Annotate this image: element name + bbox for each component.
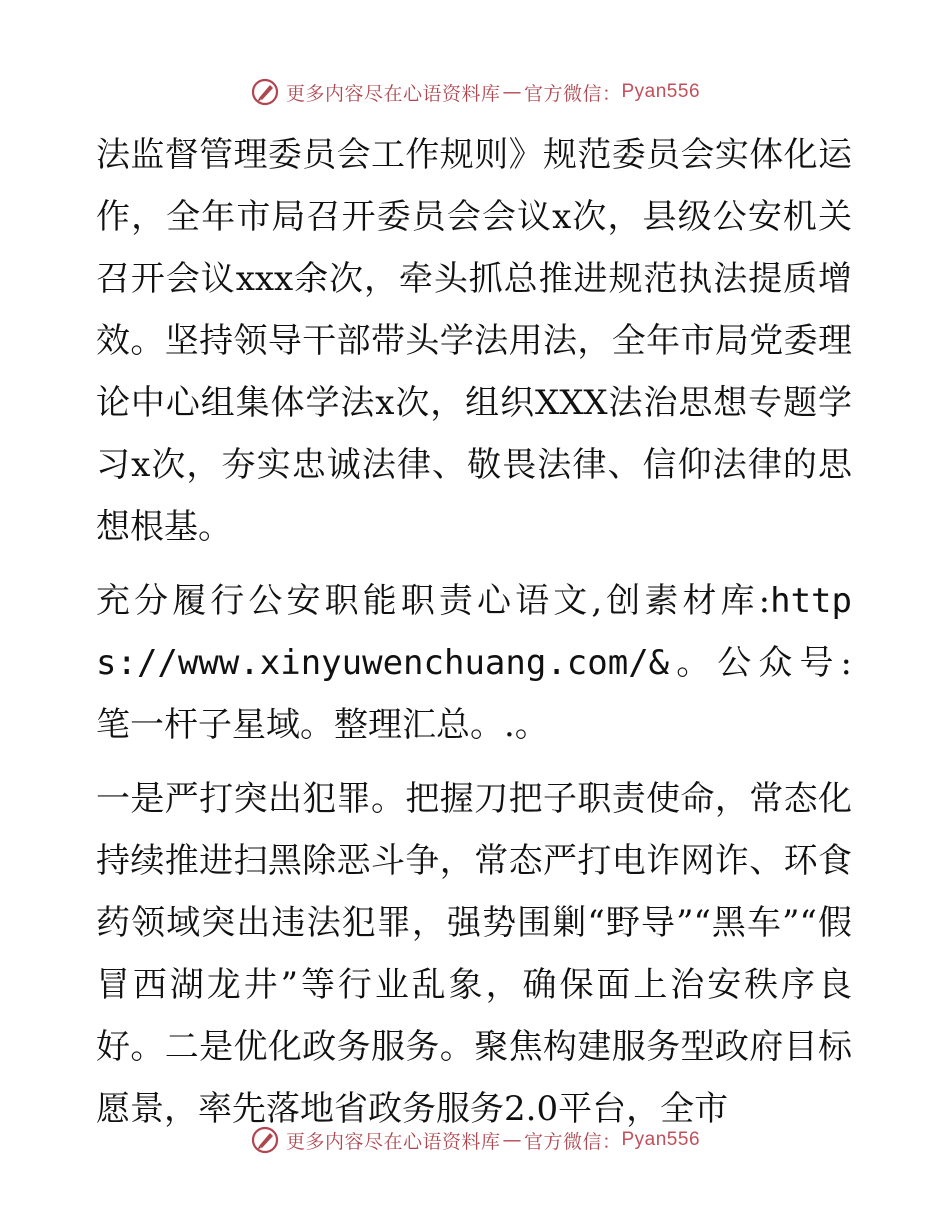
paragraph-2-prefix: 充分履行公安职能职责心语文,创素材库: — [96, 581, 771, 621]
footer-watermark — [0, 1120, 950, 1160]
header-watermark — [0, 72, 950, 112]
document-body — [96, 124, 852, 1140]
watermark-contact-id: Pyan556 — [621, 81, 701, 102]
paragraph-2-suffix: 。公众号: 笔一杆子星域。整理汇总。.。 — [96, 643, 852, 745]
watermark-contact-label: 官方微信： — [523, 82, 622, 105]
body-paragraph-3: 一是严打突出犯罪。把握刀把子职责使命，常态化持续推进扫黑除恶斗争，常态严打电诈网诈、环食药领域突出违法犯罪，强势围剿“野导”“黑车”“假冒西湖龙井”等行业乱象，确保面上治安秩序良好。二是优化政务服务。聚焦构建服务型政府目标愿景，率先落地省政务服务2.0平台，全市 — [96, 779, 852, 1129]
body-paragraph-2 — [96, 570, 852, 756]
pen-logo-icon — [250, 1125, 280, 1155]
watermark-contact-id: Pyan556 — [621, 1129, 701, 1150]
watermark-separator: — — [502, 81, 522, 103]
watermark-brand-text: 更多内容尽在心语资料库 — [285, 1130, 501, 1153]
watermark-separator: — — [502, 1129, 522, 1151]
watermark-brand-text: 更多内容尽在心语资料库 — [285, 82, 501, 105]
pen-logo-icon — [250, 77, 280, 107]
watermark-contact-label: 官方微信： — [523, 1130, 622, 1153]
resource-url: https://www.xinyuwenchuang.com/& — [96, 581, 852, 683]
body-paragraph-1: 法监督管理委员会工作规则》规范委员会实体化运作，全年市局召开委员会会议x次，县级公安机关召开会议xxx余次，牵头抓总推进规范执法提质增效。坚持领导干部带头学法用法，全年市局党委理论中心组集体学法x次，组织XXX法治思想专题学习x次，夯实忠诚法律、敬畏法律、信仰法律的思想根基。 — [96, 135, 852, 547]
